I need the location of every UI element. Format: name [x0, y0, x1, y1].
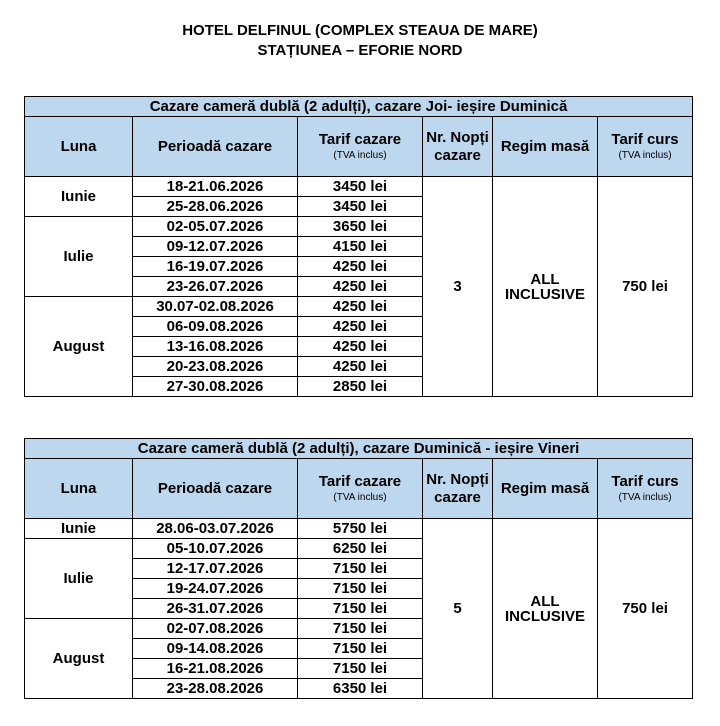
header-tarif-note: (TVA inclus): [333, 150, 387, 162]
header-tarif-label: Tarif cazare: [318, 473, 402, 491]
period-cell: 13-16.08.2026: [133, 337, 298, 357]
price-cell: 6350 lei: [298, 679, 423, 699]
period-cell: 25-28.06.2026: [133, 197, 298, 217]
price-cell: 7150 lei: [298, 619, 423, 639]
header-curs: [598, 459, 693, 519]
month-cell: August: [25, 619, 133, 699]
nights-cell: 3: [423, 177, 493, 397]
header-curs-label: Tarif curs: [611, 473, 679, 491]
price-cell: 7150 lei: [298, 599, 423, 619]
header-curs: [598, 117, 693, 177]
header-regim: Regim masă: [493, 117, 598, 177]
period-cell: 05-10.07.2026: [133, 539, 298, 559]
table-row: [25, 177, 693, 197]
header-regim: Regim masă: [493, 459, 598, 519]
period-cell: 12-17.07.2026: [133, 559, 298, 579]
period-cell: 16-21.08.2026: [133, 659, 298, 679]
header-luna: Luna: [25, 117, 133, 177]
header-perioada: Perioadă cazare: [133, 459, 298, 519]
period-cell: 09-14.08.2026: [133, 639, 298, 659]
period-cell: 09-12.07.2026: [133, 237, 298, 257]
header-tarif-note: (TVA inclus): [333, 492, 387, 504]
price-cell: 4250 lei: [298, 357, 423, 377]
month-cell: Iunie: [25, 177, 133, 217]
period-cell: 30.07-02.08.2026: [133, 297, 298, 317]
resort-subtitle: STAȚIUNEA – EFORIE NORD: [257, 42, 463, 59]
header-tarif-label: Tarif cazare: [318, 131, 402, 149]
meal-plan-cell: ALL INCLUSIVE: [493, 519, 598, 699]
price-cell: 3650 lei: [298, 217, 423, 237]
period-cell: 27-30.08.2026: [133, 377, 298, 397]
price-table-thursday-sunday: [24, 96, 693, 397]
month-cell: August: [25, 297, 133, 397]
price-cell: 6250 lei: [298, 539, 423, 559]
table-caption: Cazare cameră dublă (2 adulți), cazare Joi- ieșire Duminică: [25, 97, 693, 117]
period-cell: 16-19.07.2026: [133, 257, 298, 277]
nights-cell: 5: [423, 519, 493, 699]
price-cell: 7150 lei: [298, 659, 423, 679]
course-fee-cell: 750 lei: [598, 177, 693, 397]
period-cell: 02-07.08.2026: [133, 619, 298, 639]
course-fee-cell: 750 lei: [598, 519, 693, 699]
price-table-sunday-friday: [24, 438, 693, 699]
month-cell: Iulie: [25, 539, 133, 619]
price-cell: 3450 lei: [298, 197, 423, 217]
month-cell: Iunie: [25, 519, 133, 539]
header-luna: Luna: [25, 459, 133, 519]
price-cell: 4250 lei: [298, 297, 423, 317]
month-cell: Iulie: [25, 217, 133, 297]
hotel-title: HOTEL DELFINUL (COMPLEX STEAUA DE MARE): [182, 22, 538, 39]
price-cell: 2850 lei: [298, 377, 423, 397]
price-cell: 4250 lei: [298, 257, 423, 277]
header-tarif: [298, 459, 423, 519]
table-row: [25, 519, 693, 539]
period-cell: 23-26.07.2026: [133, 277, 298, 297]
period-cell: 18-21.06.2026: [133, 177, 298, 197]
period-cell: 26-31.07.2026: [133, 599, 298, 619]
period-cell: 23-28.08.2026: [133, 679, 298, 699]
header-tarif: [298, 117, 423, 177]
price-cell: 4250 lei: [298, 337, 423, 357]
header-nopti: Nr. Nopți cazare: [423, 117, 493, 177]
price-cell: 7150 lei: [298, 579, 423, 599]
header-curs-note: (TVA inclus): [618, 150, 672, 162]
period-cell: 20-23.08.2026: [133, 357, 298, 377]
price-cell: 7150 lei: [298, 559, 423, 579]
header-perioada: Perioadă cazare: [133, 117, 298, 177]
price-cell: 4150 lei: [298, 237, 423, 257]
price-cell: 3450 lei: [298, 177, 423, 197]
table-caption: Cazare cameră dublă (2 adulți), cazare Duminică - ieșire Vineri: [25, 439, 693, 459]
meal-plan-cell: ALL INCLUSIVE: [493, 177, 598, 397]
header-curs-label: Tarif curs: [611, 131, 679, 149]
period-cell: 28.06-03.07.2026: [133, 519, 298, 539]
header-curs-note: (TVA inclus): [618, 492, 672, 504]
header-nopti: Nr. Nopți cazare: [423, 459, 493, 519]
price-cell: 5750 lei: [298, 519, 423, 539]
period-cell: 06-09.08.2026: [133, 317, 298, 337]
price-cell: 4250 lei: [298, 317, 423, 337]
period-cell: 19-24.07.2026: [133, 579, 298, 599]
price-cell: 7150 lei: [298, 639, 423, 659]
price-cell: 4250 lei: [298, 277, 423, 297]
period-cell: 02-05.07.2026: [133, 217, 298, 237]
